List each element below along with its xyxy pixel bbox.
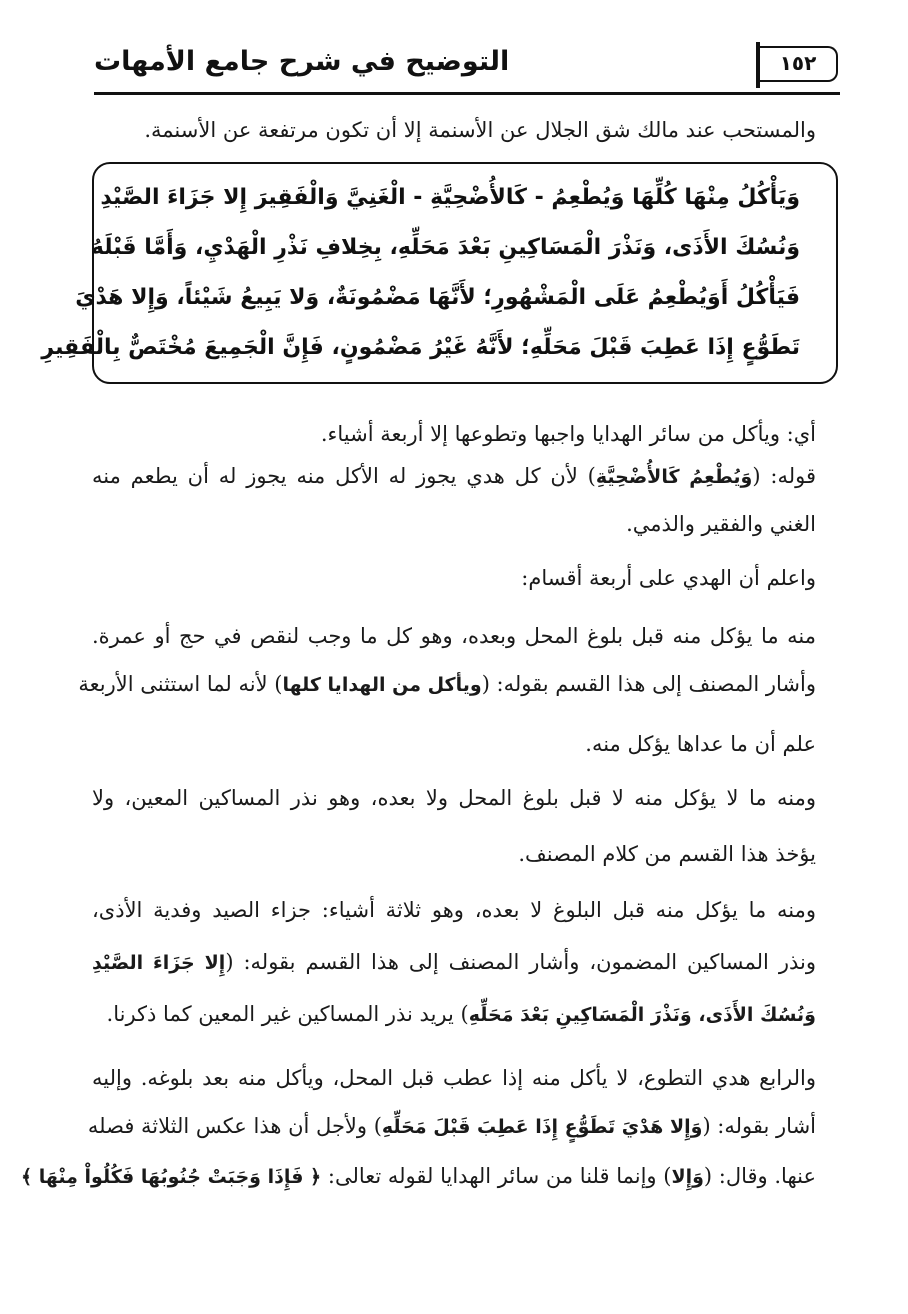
intro-line: والمستحب عند مالك شق الجلال عن الأسنمة إلا أن تكون مرتفعة عن الأسنمة. (144, 118, 816, 142)
text-run: قوله: ( (752, 464, 816, 488)
running-header (94, 38, 840, 90)
paragraph-line (92, 946, 816, 979)
matn-quote: وَنُسُكَ الأَذَى، وَنَذْرَ الْمَسَاكِينِ بَعْدَ مَحَلِّهِ (468, 1004, 816, 1026)
matn-quote: إِلا جَزَاءَ الصَّيْدِ (92, 952, 226, 974)
text-run: ) وإنما قلنا من سائر الهدايا لقوله تعالى: (321, 1164, 672, 1188)
book-title: التوضيح في شرح جامع الأمهات (94, 46, 510, 77)
text-run: عنها. وقال: ( (703, 1164, 816, 1188)
quran-verse: ﴿ فَإِذَا وَجَبَتْ جُنُوبُهَا فَكُلُواْ مِنْهَا ﴾ (20, 1166, 322, 1188)
text-run: ونذر المساكين المضمون، وأشار المصنف إلى هذا القسم بقوله: ( (225, 950, 816, 974)
paragraph-line: منه ما يؤكل منه قبل بلوغ المحل وبعده، وهو كل ما وجب لنقص في حج أو عمرة. (92, 624, 816, 648)
matn-quote: وَيُطْعِمُ كَالأُضْحِيَّةِ (595, 466, 753, 488)
paragraph-line: والرابع هدي التطوع، لا يأكل منه إذا عطب قبل المحل، ويأكل منه بعد بلوغه. وإليه (92, 1066, 816, 1090)
text-run: أشار بقوله: ( (702, 1114, 816, 1138)
paragraph-line: واعلم أن الهدي على أربعة أقسام: (521, 566, 816, 590)
text-run: ) يريد نذر المساكين غير المعين كما ذكرنا. (106, 1002, 469, 1026)
matn-line: تَطَوُّعٍ إِذَا عَطِبَ قَبْلَ مَحَلِّهِ؛ لأَنَّهُ غَيْرُ مَضْمُونٍ، فَإِنَّ الْجَمِيعَ مُخْتَصٌّ بِالْفَقِيرِ (41, 335, 800, 360)
text-run: ) لأن كل هدي يجوز له الأكل منه يجوز له أن يطعم منه (92, 464, 596, 488)
paragraph-line: علم أن ما عداها يؤكل منه. (585, 732, 816, 756)
paragraph-line (92, 460, 816, 493)
text-run: ) لأنه لما استثنى الأربعة (78, 672, 283, 696)
matn-line: فَيَأْكُلُ أَوَيُطْعِمُ عَلَى الْمَشْهُورِ؛ لأَنَّهَا مَضْمُونَةٌ، وَلا يَبِيعُ شَيْئاً، وَإِلا هَدْيَ (75, 285, 800, 310)
paragraph-line (78, 668, 816, 701)
paragraph-line (20, 1160, 816, 1193)
page-number-frame (760, 46, 838, 82)
matn-quote: وَإِلا هَدْيَ تَطَوُّعٍ إِذَا عَطِبَ قَبْلَ مَحَلِّهِ (381, 1116, 703, 1138)
matn-quote: وَإِلا (671, 1166, 704, 1188)
matn-quote: ويأكل من الهدايا كلها (282, 674, 482, 696)
paragraph-line (87, 1110, 816, 1143)
paragraph-line: يؤخذ هذا القسم من كلام المصنف. (518, 842, 816, 866)
header-divider (94, 92, 840, 95)
matn-line: وَيَأْكُلُ مِنْهَا كُلِّهَا وَيُطْعِمُ - كَالأُضْحِيَّةِ - الْغَنِيَّ وَالْفَقِيرَ إِلا جَزَاءَ الصَّيْدِ (100, 185, 800, 210)
text-run: ) ولأجل أن هذا عكس الثلاثة فصله (87, 1114, 382, 1138)
matn-line: وَنُسُكَ الأَذَى، وَنَذْرَ الْمَسَاكِينِ بَعْدَ مَحَلِّهِ، بِخِلافِ نَذْرِ الْهَدْيِ، وَأَمَّا قَبْلَهُ (90, 235, 800, 260)
paragraph-line (107, 998, 816, 1031)
paragraph-line: الغني والفقير والذمي. (626, 512, 816, 536)
page-number: ١٥٢ (779, 51, 817, 75)
text-run: وأشار المصنف إلى هذا القسم بقوله: ( (481, 672, 816, 696)
paragraph-line: ومنه ما لا يؤكل منه لا قبل بلوغ المحل ولا بعده، وهو نذر المساكين المعين، ولا (92, 786, 816, 810)
paragraph-line: ومنه ما يؤكل منه قبل البلوغ لا بعده، وهو ثلاثة أشياء: جزاء الصيد وفدية الأذى، (92, 898, 816, 922)
paragraph-line: أي: ويأكل من سائر الهدايا واجبها وتطوعها إلا أربعة أشياء. (320, 422, 816, 446)
